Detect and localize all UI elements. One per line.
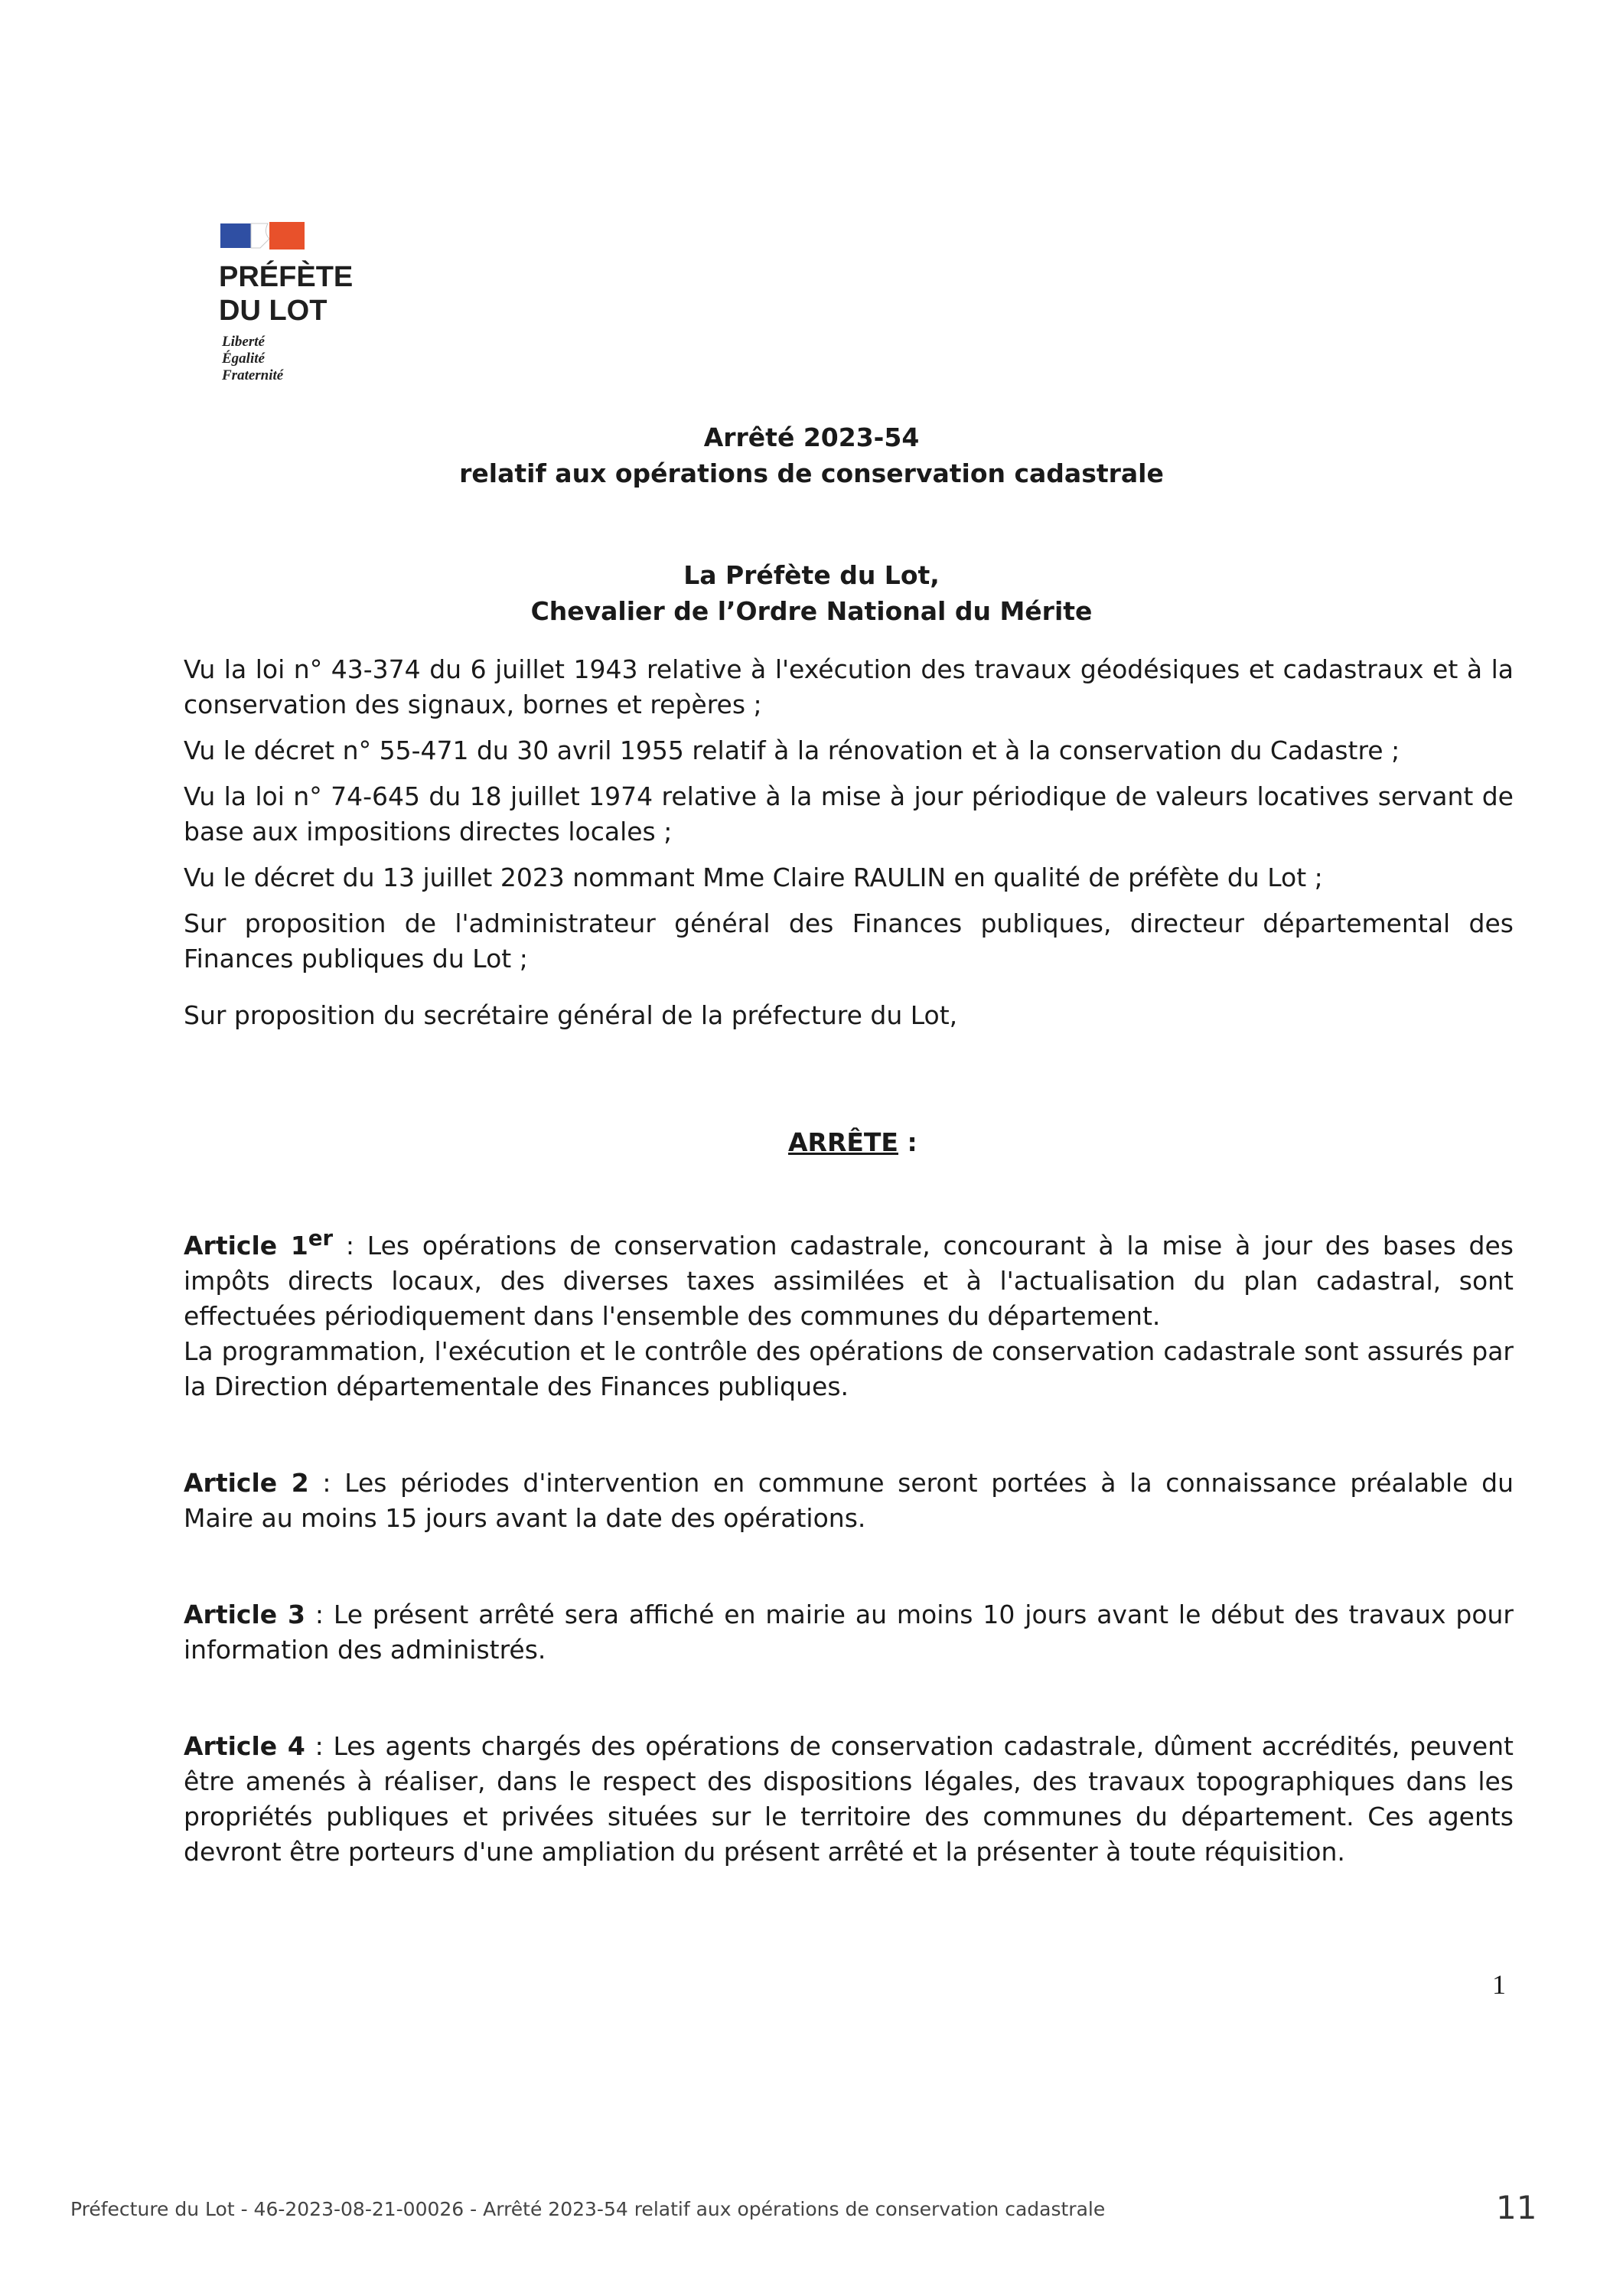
articles-block	[184, 1221, 1514, 1931]
decree-heading	[788, 1125, 917, 1160]
article-4	[184, 1729, 1514, 1870]
decree-subject: relatif aux opérations de conservation cadastrale	[459, 458, 1164, 488]
decree-number: Arrêté 2023-54	[703, 422, 920, 452]
article-2-label: Article 2	[184, 1468, 309, 1498]
article-3	[184, 1597, 1514, 1668]
motto-fraternite: Fraternité	[222, 367, 284, 383]
authority-distinction: Chevalier de l’Ordre National du Mérite	[530, 596, 1093, 626]
consideration-item: Vu la loi n° 43-374 du 6 juillet 1943 relative à l'exécution des travaux géodésiques et cadastraux et à la conservation des signaux, bornes et repères ;	[184, 654, 1514, 719]
consideration-item: Sur proposition de l'administrateur général des Finances publiques, directeur départemental des Finances publiques du Lot ;	[184, 908, 1514, 974]
consideration-item: Vu le décret du 13 juillet 2023 nommant Mme Claire RAULIN en qualité de préfète du Lot ;	[184, 863, 1323, 892]
article-1-paragraph-1: Article 1er : Les opérations de conservation cadastrale, concourant à la mise à jour des bases des impôts directs locaux, des diverses taxes assimilées et à l'actualisation du plan cadastral, sont effectuées périodiquement dans l'ensemble des communes du département.	[184, 1226, 1514, 1331]
article-1	[184, 1221, 1514, 1404]
article-3-label: Article 3	[184, 1600, 306, 1629]
article-2-text: Les périodes d'intervention en commune seront portées à la connaissance préalable du Maire au moins 15 jours avant la date des opérations.	[184, 1468, 1514, 1533]
prefecture-name-line2: DU LOT	[219, 295, 328, 327]
article-3-text: Le présent arrêté sera affiché en mairie au moins 10 jours avant le début des travaux pour information des administrés.	[184, 1600, 1514, 1665]
article-4-text: Les agents chargés des opérations de conservation cadastrale, dûment accrédités, peuvent être amenés à réaliser, dans le respect des dispositions légales, des travaux topographiques dans les propriétés publiques et privées situées sur le territoire des communes du département. Ces agents devront être porteurs d'une ampliation du présent arrêté et la présenter à toute réquisition.	[184, 1731, 1514, 1867]
decree-colon: :	[898, 1127, 917, 1157]
article-1-text: Les opérations de conservation cadastrale, concourant à la mise à jour des bases des impôts directs locaux, des diverses taxes assimilées et à l'actualisation du plan cadastral, sont effectuées périodiquement dans l'ensemble des communes du département.	[184, 1231, 1514, 1331]
article-2	[184, 1466, 1514, 1536]
consideration-item: Vu le décret n° 55-471 du 30 avril 1955 relatif à la rénovation et à la conservation du Cadastre ;	[184, 735, 1400, 765]
motto-egalite: Égalité	[222, 351, 265, 367]
issuing-authority	[0, 557, 1623, 629]
article-1-label: Article 1er	[184, 1226, 334, 1261]
page-number: 1	[1492, 1969, 1506, 2000]
document-title	[0, 419, 1623, 491]
motto-liberte: Liberté	[222, 334, 265, 350]
marianne-flag-icon	[220, 222, 306, 249]
article-1-paragraph-2: La programmation, l'exécution et le contrôle des opérations de conservation cadastrale sont assurés par la Direction départementale des Finances publiques.	[184, 1336, 1514, 1401]
considerations-block	[184, 652, 1514, 1044]
authority-name: La Préfète du Lot,	[683, 560, 940, 590]
footer-reference: Préfecture du Lot - 46-2023-08-21-00026 - Arrêté 2023-54 relatif aux opérations de conservation cadastrale	[70, 2198, 1106, 2220]
footer-page-number: 11	[1496, 2189, 1537, 2226]
republic-motto	[222, 334, 283, 384]
article-4-label: Article 4	[184, 1731, 305, 1761]
article-3-paragraph-1: Article 3 : Le présent arrêté sera affiché en mairie au moins 10 jours avant le début des travaux pour information des administrés.	[184, 1600, 1514, 1665]
consideration-item: Sur proposition du secrétaire général de la préfecture du Lot,	[184, 1000, 958, 1030]
prefecture-name	[219, 260, 353, 328]
prefecture-name-line1: PRÉFÈTE	[219, 261, 354, 293]
decree-word: ARRÊTE	[788, 1127, 898, 1157]
article-4-paragraph-1: Article 4 : Les agents chargés des opérations de conservation cadastrale, dûment accrédités, peuvent être amenés à réaliser, dans le respect des dispositions légales, des travaux topographiques dans les propriétés publiques et privées situées sur le territoire des communes du département. Ces agents devront être porteurs d'une ampliation du présent arrêté et la présenter à toute réquisition.	[184, 1731, 1514, 1867]
consideration-item: Vu la loi n° 74-645 du 18 juillet 1974 relative à la mise à jour périodique de valeurs locatives servant de base aux impositions directes locales ;	[184, 781, 1514, 846]
article-2-paragraph-1: Article 2 : Les périodes d'intervention en commune seront portées à la connaissance préalable du Maire au moins 15 jours avant la date des opérations.	[184, 1468, 1514, 1533]
